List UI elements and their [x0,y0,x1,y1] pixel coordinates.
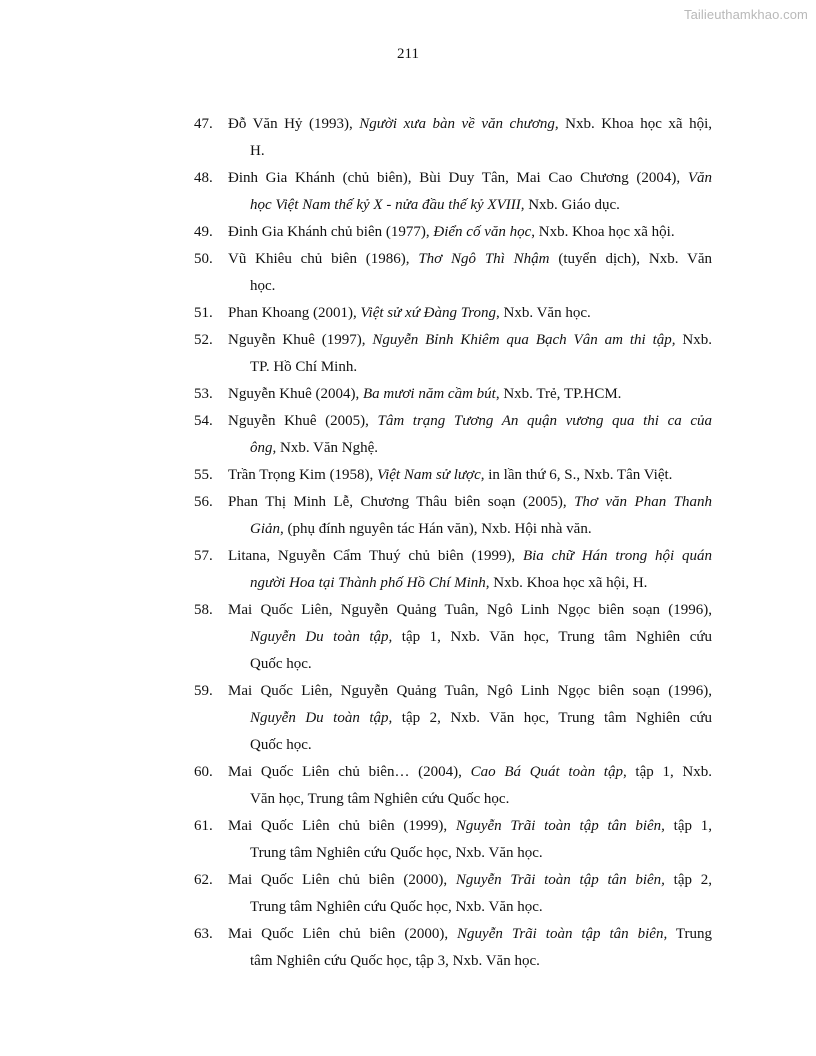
reference-number: 48. [194,170,213,186]
reference-line: Đỗ Văn Hỷ (1993), Người xưa bàn về văn chương, Nxb. Khoa học xã hội, [228,116,713,132]
reference-item [192,489,712,543]
reference-continuation: Quốc học. [250,656,312,672]
reference-continuation: Trung tâm Nghiên cứu Quốc học, Nxb. Văn học. [250,845,543,861]
reference-continuation: TP. Hồ Chí Minh. [250,359,358,375]
reference-number: 59. [194,683,213,699]
reference-number: 61. [194,818,213,834]
reference-item [192,327,712,381]
reference-continuation: ông, Nxb. Văn Nghệ. [250,440,379,456]
reference-line: Đinh Gia Khánh chủ biên (1977), Điển cố văn học, Nxb. Khoa học xã hội. [228,224,675,240]
reference-continuation: người Hoa tại Thành phố Hồ Chí Minh, Nxb. Khoa học xã hội, H. [250,575,648,591]
reference-number: 57. [194,548,213,564]
reference-item [192,543,712,597]
reference-continuation: Giản, (phụ đính nguyên tác Hán văn), Nxb. Hội nhà văn. [250,521,592,537]
reference-line: Phan Thị Minh Lễ, Chương Thâu biên soạn (2005), Thơ văn Phan Thanh [228,494,713,510]
reference-continuation: Quốc học. [250,737,312,753]
reference-line: Mai Quốc Liên chủ biên… (2004), Cao Bá Quát toàn tập, tập 1, Nxb. [228,764,712,780]
watermark-text: Tailieuthamkhao.com [683,7,808,22]
reference-number: 51. [194,305,213,321]
reference-line: Trần Trọng Kim (1958), Việt Nam sử lược, in lần thứ 6, S., Nxb. Tân Việt. [228,467,673,483]
reference-line: Litana, Nguyễn Cẩm Thuý chủ biên (1999), Bia chữ Hán trong hội quán [228,548,712,564]
reference-item [192,678,712,759]
reference-number: 60. [194,764,213,780]
reference-item [192,246,712,300]
reference-line: Nguyễn Khuê (2004), Ba mươi năm cầm bút, Nxb. Trẻ, TP.HCM. [228,386,622,402]
reference-number: 52. [194,332,213,348]
reference-continuation: H. [250,143,265,159]
reference-item [192,300,712,327]
reference-list [192,111,712,975]
reference-number: 49. [194,224,213,240]
reference-continuation: học Việt Nam thế kỷ X - nửa đầu thế kỷ XVIII, Nxb. Giáo dục. [250,197,620,213]
reference-number: 47. [194,116,213,132]
page-number: 211 [397,46,419,62]
reference-line: Mai Quốc Liên chủ biên (2000), Nguyễn Trãi toàn tập tân biên, tập 2, [228,872,712,888]
reference-number: 50. [194,251,213,267]
reference-number: 54. [194,413,213,429]
reference-line: Mai Quốc Liên, Nguyễn Quảng Tuân, Ngô Linh Ngọc biên soạn (1996), [228,683,712,699]
reference-item [192,921,712,975]
reference-item [192,111,712,165]
reference-number: 53. [194,386,213,402]
reference-item [192,759,712,813]
reference-item [192,462,712,489]
reference-number: 62. [194,872,213,888]
reference-item [192,867,712,921]
reference-line: Mai Quốc Liên, Nguyễn Quảng Tuân, Ngô Linh Ngọc biên soạn (1996), [228,602,712,618]
reference-number: 56. [194,494,213,510]
reference-number: 63. [194,926,213,942]
reference-number: 58. [194,602,213,618]
reference-continuation: Văn học, Trung tâm Nghiên cứu Quốc học. [250,791,510,807]
reference-continuation: Trung tâm Nghiên cứu Quốc học, Nxb. Văn học. [250,899,543,915]
reference-item [192,381,712,408]
reference-line: Nguyễn Khuê (2005), Tâm trạng Tương An quận vương qua thi ca của [228,413,712,429]
reference-line: Mai Quốc Liên chủ biên (2000), Nguyễn Trãi toàn tập tân biên, Trung [228,926,713,942]
reference-line: Đinh Gia Khánh (chủ biên), Bùi Duy Tân, Mai Cao Chương (2004), Văn [228,170,712,186]
reference-number: 55. [194,467,213,483]
reference-item [192,165,712,219]
reference-line: Mai Quốc Liên chủ biên (1999), Nguyễn Trãi toàn tập tân biên, tập 1, [228,818,712,834]
reference-continuation: tâm Nghiên cứu Quốc học, tập 3, Nxb. Văn học. [250,953,540,969]
reference-line: Phan Khoang (2001), Việt sử xứ Đàng Trong, Nxb. Văn học. [228,305,591,321]
reference-continuation: Nguyễn Du toàn tập, tập 2, Nxb. Văn học, Trung tâm Nghiên cứu [250,710,712,726]
reference-item [192,408,712,462]
reference-item [192,597,712,678]
reference-line: Nguyễn Khuê (1997), Nguyễn Bỉnh Khiêm qua Bạch Vân am thi tập, Nxb. [228,332,712,348]
reference-line: Vũ Khiêu chủ biên (1986), Thơ Ngô Thì Nhậm (tuyển dịch), Nxb. Văn [228,251,712,267]
reference-continuation: Nguyễn Du toàn tập, tập 1, Nxb. Văn học, Trung tâm Nghiên cứu [250,629,712,645]
reference-item [192,219,712,246]
reference-continuation: học. [250,278,276,294]
reference-item [192,813,712,867]
